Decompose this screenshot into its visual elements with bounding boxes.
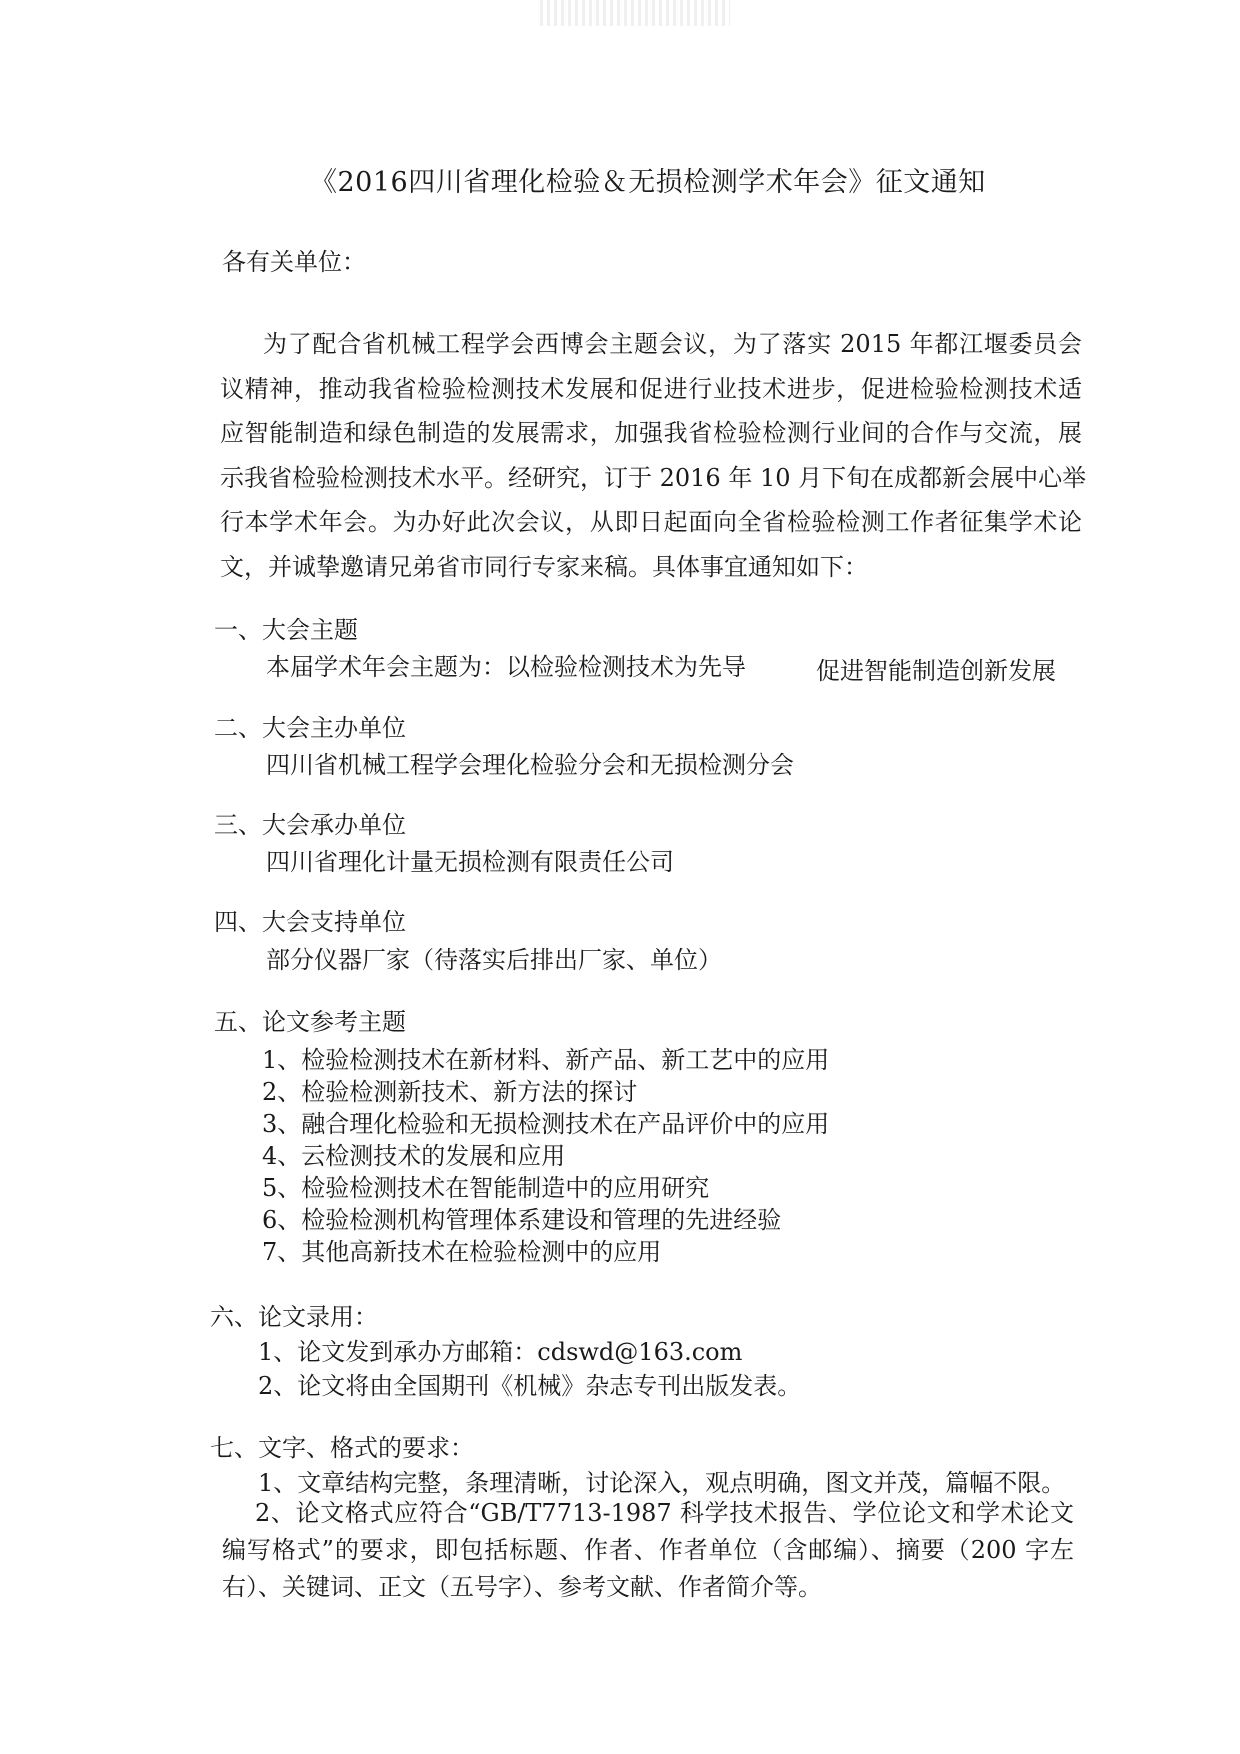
section-heading-theme: 一、大会主题 — [214, 616, 358, 644]
topic-item: 4、云检测技术的发展和应用 — [262, 1142, 566, 1170]
topic-item: 6、检验检测机构管理体系建设和管理的先进经验 — [262, 1206, 782, 1234]
section-heading-acceptance: 六、论文录用： — [210, 1303, 378, 1331]
acceptance-item: 1、论文发到承办方邮箱：cdswd@163.com — [258, 1338, 743, 1366]
intro-line: 示我省检验检测技术水平。经研究，订于 2016 年 10 月下旬在成都新会展中心举 — [220, 463, 1087, 492]
requirement-line: 右）、关键词、正文（五号字）、参考文献、作者简介等。 — [222, 1573, 822, 1601]
requirement-line: 2、论文格式应符合“GB/T7713-1987 科学技术报告、学位论文和学术论文 — [255, 1499, 1074, 1527]
document-title: 《2016四川省理化检验＆无损检测学术年会》征文通知 — [310, 167, 986, 198]
requirement-line: 编写格式”的要求，即包括标题、作者、作者单位（含邮编）、摘要（200 字左 — [222, 1536, 1074, 1564]
acceptance-item: 2、论文将由全国期刊《机械》杂志专刊出版发表。 — [258, 1372, 802, 1400]
intro-line: 应智能制造和绿色制造的发展需求，加强我省检验检测行业间的合作与交流，展 — [220, 419, 1082, 447]
section-heading-topics: 五、论文参考主题 — [214, 1008, 406, 1036]
salutation: 各有关单位： — [222, 248, 366, 276]
intro-paragraph — [220, 322, 1087, 589]
section-heading-host: 三、大会承办单位 — [214, 811, 406, 839]
section-heading-supporter: 四、大会支持单位 — [214, 908, 406, 936]
intro-line: 议精神，推动我省检验检测技术发展和促进行业技术进步，促进检验检测技术适 — [220, 374, 1082, 403]
topic-item: 3、融合理化检验和无损检测技术在产品评价中的应用 — [262, 1110, 830, 1138]
topic-item: 1、检验检测技术在新材料、新产品、新工艺中的应用 — [262, 1046, 830, 1074]
section-body-organizer: 四川省机械工程学会理化检验分会和无损检测分会 — [266, 751, 794, 779]
section-body-theme-extra: 促进智能制造创新发展 — [816, 657, 1056, 685]
topic-item: 5、检验检测技术在智能制造中的应用研究 — [262, 1174, 710, 1202]
requirement-item-format — [222, 1495, 1074, 1606]
topic-item: 2、检验检测新技术、新方法的探讨 — [262, 1078, 638, 1106]
section-heading-requirements: 七、文字、格式的要求： — [210, 1434, 474, 1462]
section-heading-organizer: 二、大会主办单位 — [214, 714, 406, 742]
intro-line: 为了配合省机械工程学会西博会主题会议，为了落实 2015 年都江堰委员会 — [263, 330, 1082, 358]
section-body-supporter: 部分仪器厂家（待落实后排出厂家、单位） — [266, 946, 722, 974]
topic-item: 7、其他高新技术在检验检测中的应用 — [262, 1238, 662, 1266]
requirement-item: 1、文章结构完整，条理清晰，讨论深入，观点明确，图文并茂，篇幅不限。 — [258, 1469, 1066, 1497]
intro-line: 文，并诚挚邀请兄弟省市同行专家来稿。具体事宜通知如下： — [220, 552, 868, 581]
scan-artifact — [540, 0, 730, 26]
intro-line: 行本学术年会。为办好此次会议，从即日起面向全省检验检测工作者征集学术论 — [220, 508, 1082, 536]
section-body-host: 四川省理化计量无损检测有限责任公司 — [266, 848, 674, 876]
section-body-theme: 本届学术年会主题为：以检验检测技术为先导 — [266, 653, 746, 681]
